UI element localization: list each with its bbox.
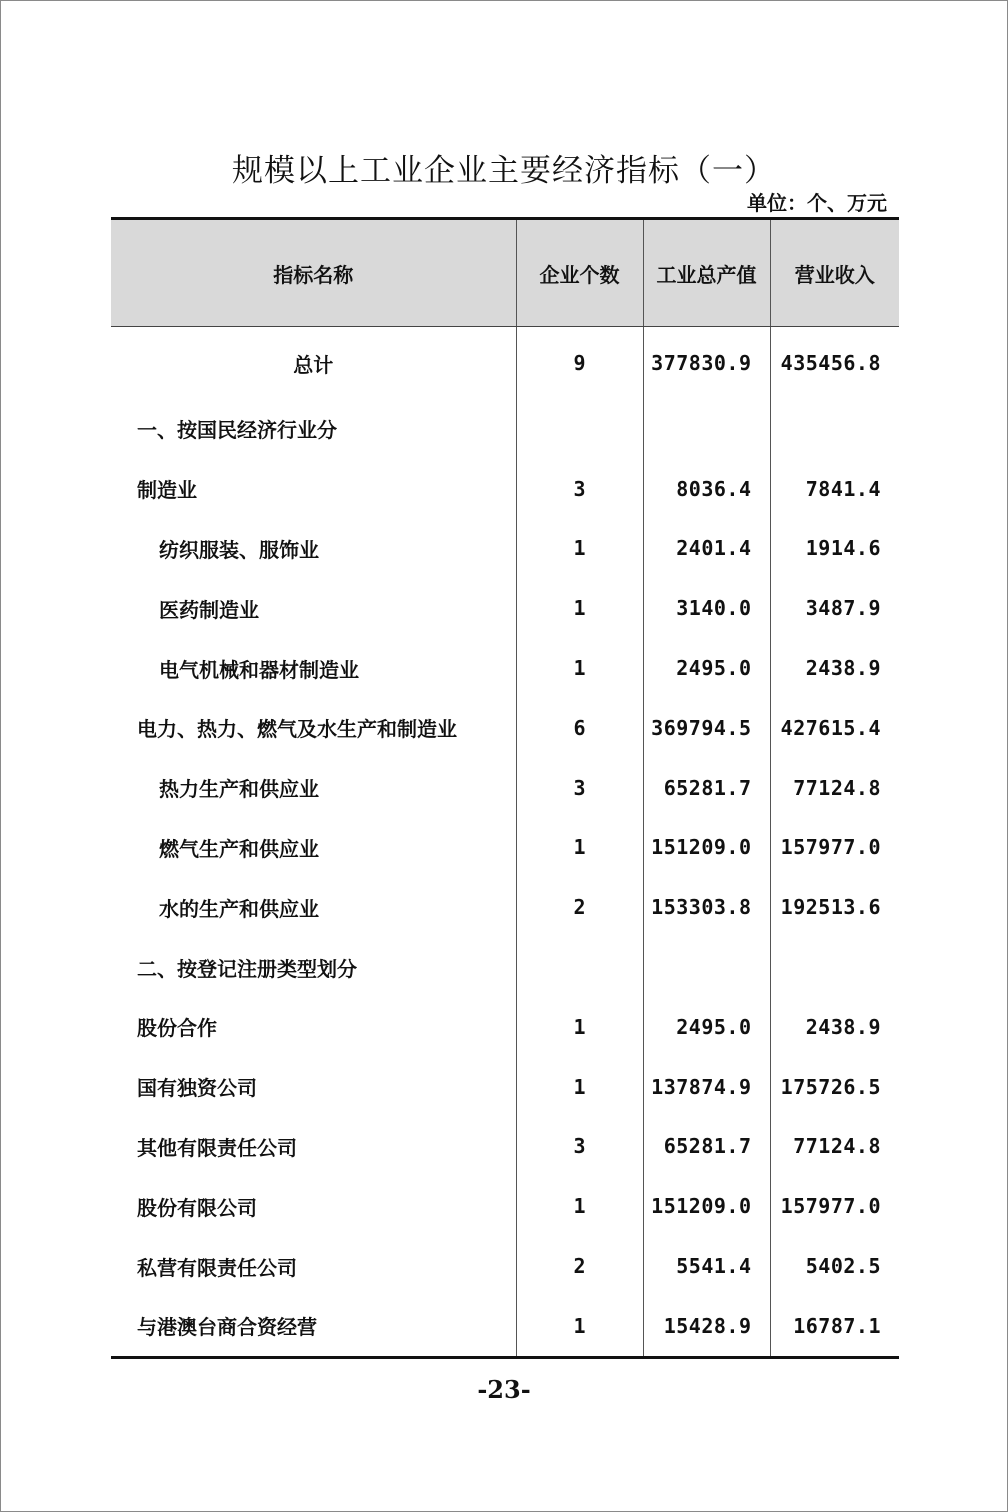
row-revenue [770,399,899,459]
table-row [111,327,899,400]
header-count: 企业个数 [516,219,643,327]
row-count: 1 [516,638,643,698]
table-row [111,877,899,937]
table-row [111,1236,899,1296]
row-count: 1 [516,1176,643,1236]
table-row [111,1057,899,1117]
row-count: 1 [516,578,643,638]
row-name: 与港澳台商合资经营 [111,1296,516,1357]
row-revenue [770,937,899,997]
row-count [516,937,643,997]
row-revenue: 192513.6 [770,877,899,937]
header-name: 指标名称 [111,219,516,327]
row-count: 1 [516,818,643,878]
row-output: 153303.8 [643,877,770,937]
row-revenue: 2438.9 [770,997,899,1057]
row-name: 总计 [293,352,334,377]
table-row [111,937,899,997]
table-row [111,1176,899,1236]
row-revenue: 5402.5 [770,1236,899,1296]
row-count: 3 [516,459,643,519]
row-output: 151209.0 [643,1176,770,1236]
header-revenue: 营业收入 [770,219,899,327]
row-revenue: 157977.0 [770,818,899,878]
row-count: 6 [516,698,643,758]
header-output: 工业总产值 [643,219,770,327]
row-name: 医药制造业 [159,597,259,622]
row-name: 二、按登记注册类型划分 [137,956,357,981]
row-output: 151209.0 [643,818,770,878]
row-name: 国有独资公司 [137,1076,257,1101]
row-revenue: 7841.4 [770,459,899,519]
row-output: 2495.0 [643,997,770,1057]
row-count: 1 [516,1296,643,1357]
row-count: 1 [516,997,643,1057]
row-name: 电力、热力、燃气及水生产和制造业 [137,717,457,742]
unit-label: 单位：个、万元 [747,191,887,215]
row-revenue: 2438.9 [770,638,899,698]
row-count: 2 [516,1236,643,1296]
row-count: 3 [516,758,643,818]
row-revenue: 3487.9 [770,578,899,638]
row-revenue: 175726.5 [770,1057,899,1117]
row-count: 9 [516,327,643,400]
table-header-row [111,219,899,327]
table-row [111,1117,899,1177]
page-title: 规模以上工业企业主要经济指标（一） [232,153,776,189]
row-name: 纺织服装、服饰业 [159,537,319,562]
row-output: 8036.4 [643,459,770,519]
row-name: 股份合作 [137,1016,217,1041]
indicators-table [111,217,899,1359]
row-output: 137874.9 [643,1057,770,1117]
table-row [111,638,899,698]
table-row [111,758,899,818]
row-revenue: 157977.0 [770,1176,899,1236]
row-revenue: 77124.8 [770,758,899,818]
row-revenue: 1914.6 [770,519,899,579]
row-output: 65281.7 [643,758,770,818]
row-output [643,937,770,997]
row-count: 1 [516,1057,643,1117]
row-output: 3140.0 [643,578,770,638]
table-row [111,399,899,459]
table-row [111,459,899,519]
row-name: 制造业 [137,478,197,503]
row-output: 369794.5 [643,698,770,758]
row-name: 电气机械和器材制造业 [159,657,359,682]
row-output: 65281.7 [643,1117,770,1177]
row-output: 15428.9 [643,1296,770,1357]
row-revenue: 435456.8 [770,327,899,400]
row-output [643,399,770,459]
table-row [111,578,899,638]
row-output: 5541.4 [643,1236,770,1296]
table-row [111,997,899,1057]
row-revenue: 77124.8 [770,1117,899,1177]
table-row [111,519,899,579]
row-name: 其他有限责任公司 [137,1135,297,1160]
row-revenue: 427615.4 [770,698,899,758]
row-name: 股份有限公司 [137,1195,257,1220]
row-count: 2 [516,877,643,937]
row-count [516,399,643,459]
row-name: 热力生产和供应业 [159,777,319,802]
row-name: 水的生产和供应业 [159,896,319,921]
row-name: 私营有限责任公司 [137,1255,297,1280]
row-name: 燃气生产和供应业 [159,836,319,861]
row-count: 1 [516,519,643,579]
row-output: 2401.4 [643,519,770,579]
table-row [111,818,899,878]
row-output: 2495.0 [643,638,770,698]
table-row [111,698,899,758]
page-number: -23- [477,1375,531,1404]
row-count: 3 [516,1117,643,1177]
row-revenue: 16787.1 [770,1296,899,1357]
row-name: 一、按国民经济行业分 [137,418,337,443]
table-row [111,1296,899,1357]
row-output: 377830.9 [643,327,770,400]
